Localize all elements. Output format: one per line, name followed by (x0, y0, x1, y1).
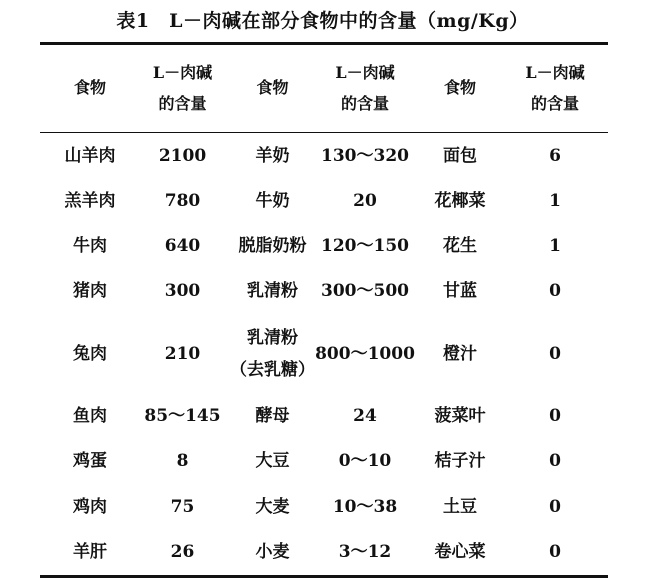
row-3-value-3: 1 (549, 236, 561, 256)
row-3-value-1: 640 (164, 236, 201, 256)
row-5-value-3: 0 (549, 344, 561, 364)
row-4-food-3: 甘蓝 (443, 281, 477, 301)
row-1-food-2: 羊奶 (255, 146, 290, 166)
row-7-food-1: 鸡蛋 (73, 451, 107, 471)
row-1-value-3: 6 (549, 146, 561, 166)
row-4-value-3: 0 (549, 281, 561, 301)
row-9-value-3: 0 (549, 542, 561, 562)
header-rule (40, 132, 608, 133)
row-2-value-2: 20 (353, 191, 377, 211)
row-5-food-3: 橙汁 (443, 344, 477, 364)
row-2-food-3: 花椰菜 (434, 191, 486, 211)
row-2-value-3: 1 (549, 191, 561, 211)
row-5-value-2: 800～1000 (315, 344, 415, 364)
row-5-food-2-line1: 乳清粉 (247, 328, 298, 348)
row-7-food-2: 大豆 (255, 451, 290, 471)
header-food-1: 食物 (73, 78, 106, 97)
table-caption: 表1 L－肉碱在部分食物中的含量（mg/Kg） (116, 10, 529, 32)
header-food-2: 食物 (256, 78, 289, 97)
header-food-3: 食物 (443, 78, 476, 97)
row-3-food-2: 脱脂奶粉 (238, 236, 307, 256)
row-2-food-1: 羔羊肉 (64, 191, 116, 211)
row-1-value-1: 2100 (158, 146, 207, 166)
row-3-value-2: 120～150 (321, 236, 409, 256)
row-3-food-3: 花生 (443, 236, 477, 256)
header-content-2-line2: 的含量 (340, 94, 389, 113)
row-7-food-3: 桔子汁 (434, 451, 486, 471)
bottom-rule (40, 575, 608, 578)
row-4-value-2: 300～500 (321, 281, 409, 301)
row-9-value-2: 3～12 (338, 542, 392, 562)
row-7-value-1: 8 (176, 451, 189, 471)
header-content-1-line1: L－肉碱 (152, 63, 213, 82)
header-content-1-line2: 的含量 (158, 94, 207, 113)
row-1-value-2: 130～320 (321, 146, 409, 166)
row-9-value-1: 26 (170, 542, 195, 562)
header-content-3-line1: L－肉碱 (525, 63, 585, 82)
row-8-food-1: 鸡肉 (73, 497, 107, 517)
row-8-food-3: 土豆 (443, 497, 477, 517)
row-6-value-2: 24 (353, 406, 377, 426)
row-1-food-3: 面包 (443, 146, 477, 166)
top-rule (40, 42, 608, 45)
row-6-food-2: 酵母 (255, 406, 290, 426)
row-6-food-3: 菠菜叶 (434, 406, 486, 426)
header-content-3-line2: 的含量 (530, 94, 579, 113)
row-8-value-2: 10～38 (332, 497, 398, 517)
row-8-value-1: 75 (170, 497, 195, 517)
header-content-2-line1: L－肉碱 (335, 63, 395, 82)
row-3-food-1: 牛肉 (73, 236, 107, 256)
row-2-food-2: 牛奶 (255, 191, 290, 211)
row-6-food-1: 鱼肉 (73, 406, 107, 426)
row-9-food-3: 卷心菜 (434, 542, 486, 562)
row-7-value-3: 0 (549, 451, 561, 471)
row-9-food-1: 羊肝 (73, 542, 107, 562)
row-6-value-1: 85～145 (144, 406, 221, 426)
row-8-value-3: 0 (549, 497, 561, 517)
row-5-food-1: 兔肉 (73, 344, 107, 364)
row-4-value-1: 300 (164, 281, 201, 301)
row-4-food-2: 乳清粉 (247, 281, 298, 301)
row-8-food-2: 大麦 (255, 497, 290, 517)
row-6-value-3: 0 (549, 406, 561, 426)
row-9-food-2: 小麦 (255, 542, 290, 562)
row-7-value-2: 0～10 (338, 451, 392, 471)
row-4-food-1: 猪肉 (73, 281, 107, 301)
row-5-food-2-line2: （去乳糖） (230, 360, 315, 380)
row-5-value-1: 210 (164, 344, 201, 364)
row-2-value-1: 780 (164, 191, 201, 211)
row-1-food-1: 山羊肉 (64, 146, 116, 166)
